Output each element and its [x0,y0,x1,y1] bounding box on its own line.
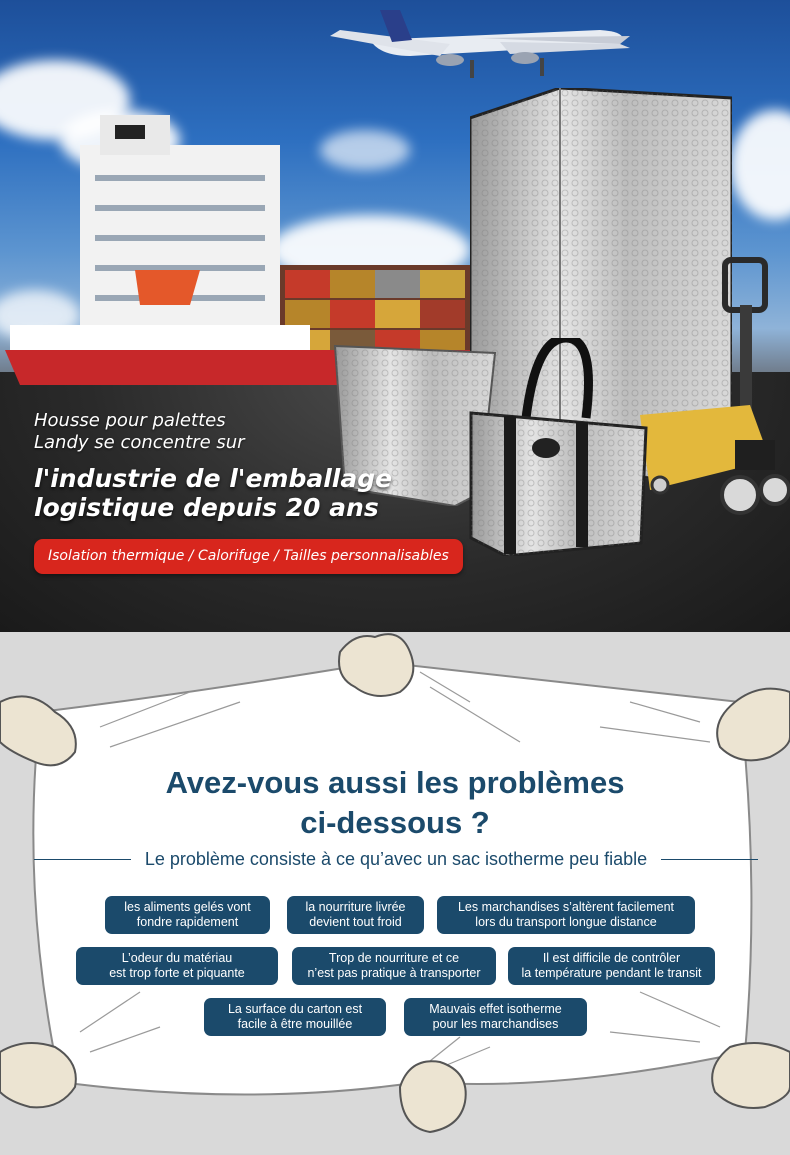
problems-heading-line-2: ci-dessous ? [300,805,490,840]
cloud [730,110,790,220]
hero-subtitle-line-1: Housse pour palettes [34,410,226,431]
problem-tag-line: Les marchandises s’altèrent facilement [457,900,675,914]
problem-tag-line: facile à être mouillée [237,1017,353,1031]
divider-right [661,859,758,860]
problem-tag-line: la nourriture livrée [305,900,406,914]
problem-tag-line: La surface du carton est [227,1002,363,1016]
problems-section [0,632,790,1155]
problem-tag [105,896,270,934]
problem-tag [404,998,587,1036]
cooler-bag-image [466,338,650,556]
problem-tag-line: devient tout froid [309,915,402,929]
problem-tag-line: Il est difficile de contrôler [542,951,681,965]
problems-subheading-text: Le problème consiste à ce qu’avec un sac isotherme peu fiable [144,848,648,869]
problem-tag-line: n’est pas pratique à transporter [307,966,481,980]
problem-tag-line: la température pendant le transit [521,966,702,980]
problem-tag-line: lors du transport longue distance [475,915,657,929]
pallet-jack-image [640,250,790,520]
hero-title-line-1: l'industrie de l'emballage [34,464,393,493]
hero-text-block [34,410,392,522]
problem-tag-line: pour les marchandises [432,1017,559,1031]
airplane-image [300,0,640,90]
problem-tag [204,998,386,1036]
problem-tag [76,947,278,985]
hero-title-line-2: logistique depuis 20 ans [34,493,379,522]
problem-tag-line: les aliments gelés vont [124,900,251,914]
divider-left [34,859,131,860]
held-sheet-illustration [0,632,790,1155]
hero-subtitle-line-2: Landy se concentre sur [34,432,245,453]
problem-tag-line: est trop forte et piquante [109,966,245,980]
problems-heading-line-1: Avez-vous aussi les problèmes [165,765,625,800]
problem-tag-line: L’odeur du matériau [121,951,233,965]
problem-tag-line: Trop de nourriture et ce [328,951,460,965]
problems-subheading [34,844,758,874]
problem-tag-line: fondre rapidement [136,915,239,929]
problem-tag [292,947,496,985]
problem-tag-line: Mauvais effet isotherme [429,1002,562,1016]
problem-tag [437,896,695,934]
problem-tag [508,947,715,985]
problem-tag [287,896,424,934]
feature-pill: Isolation thermique / Calorifuge / Tailles personnalisables [34,539,463,574]
